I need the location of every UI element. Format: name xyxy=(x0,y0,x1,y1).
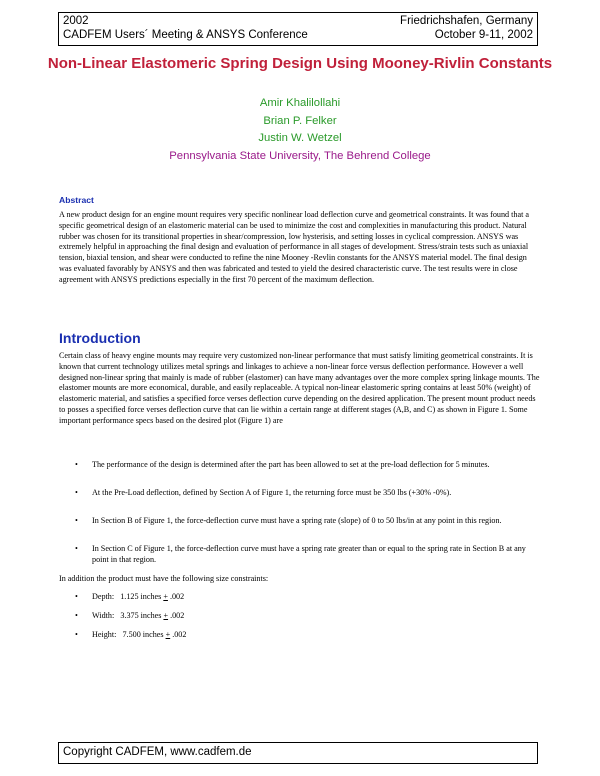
constraint-text xyxy=(92,630,540,641)
header-conference: CADFEM Users´ Meeting & ANSYS Conference xyxy=(63,29,308,41)
bullet-text: The performance of the design is determined after the part has been allowed to set at the pre-load deflection for 5 minutes. xyxy=(92,460,490,469)
bullet-icon: • xyxy=(75,544,78,553)
bullet-text: In Section C of Figure 1, the force-deflection curve must have a spring rate greater than or equal to the spring rate in Section B at any point in that region. xyxy=(92,544,526,564)
footer-copyright: Copyright CADFEM, www.cadfem.de xyxy=(63,746,252,758)
bullet-icon: • xyxy=(75,630,78,639)
abstract-heading: Abstract xyxy=(59,195,94,205)
constraint-text xyxy=(92,611,540,622)
constraint-label: Depth: xyxy=(92,592,115,601)
constraint-tolerance: .002 xyxy=(170,611,185,620)
page-header xyxy=(58,12,538,46)
introduction-text: Certain class of heavy engine mounts may require very customized non-linear performance that must satisfy limiting geometrical constraints. It is known that current technology utilizes metal springs and linkages to achieve a non-linear force versus deflection performance. However a well designed non-linear spring that mainly is made of rubber (elastomer) can have many advantages over the more complex spring linkage mounts. The elastomer mounts are more economical, durable, and easily replaceable. A typical non-linear elastomeric spring contains at least 50% (weight) of elastomeric material, and satisfies a specified force verses deflection curve depending on the desired application. The present mount product needs to posses a specified force verses deflection curve that can lie within a certain range at different stages (A,B, and C) as shown in Figure 1. Some important performance specs based on the desired plot (Figure 1) are xyxy=(59,351,540,425)
author-block xyxy=(40,95,560,165)
constraint-label: Height: xyxy=(92,630,117,639)
author-2: Brian P. Felker xyxy=(263,114,337,127)
bullet-icon: • xyxy=(75,611,78,620)
bullet-icon: • xyxy=(75,592,78,601)
institution: Pennsylvania State University, The Behrend College xyxy=(169,149,431,162)
header-left xyxy=(63,14,308,42)
bullet-text: In Section B of Figure 1, the force-deflection curve must have a spring rate (slope) of 0 to 50 lbs/in at any point in this region. xyxy=(92,516,502,525)
bullet-icon: • xyxy=(75,488,78,497)
constraint-tolerance: .002 xyxy=(169,592,185,601)
plus-minus: + xyxy=(163,592,168,601)
header-location: Friedrichshafen, Germany xyxy=(400,15,533,27)
page-footer xyxy=(58,742,538,764)
author-1: Amir Khalilollahi xyxy=(259,97,341,109)
header-dates: October 9-11, 2002 xyxy=(434,29,533,41)
bullet-icon: • xyxy=(75,460,78,469)
author-3: Justin W. Wetzel xyxy=(258,132,342,144)
abstract-text: A new product design for an engine mount requires very specific nonlinear load deflection curve and geometrical constraints. It was found that a specific geometrical design of an elastomeric material can be used to minimize the cost and complexities in manufacturing this product. Natural rubber was chosen for its transitional properties in shear/compression, low hysterisis, and setting losses in cyclical compression. ANSYS was extremely helpful in approaching the final design and evaluation of performance in all stages of development. Stress/strain tests such as uniaxial tension, biaxial tension, and shear were conducted to refine the nine Mooney -Revlin constants for the ANSYS material model. The final design was evaluated favorably by ANSYS and then was fabricated and tested to yield the desired characteristic curve. The test results were in close agreement with ANSYS predictions especially in the first 70 percent of the maximum deflection. xyxy=(59,210,529,284)
constraint-text xyxy=(92,592,540,603)
constraint-value: 7.500 inches xyxy=(122,630,164,639)
constraints-intro: In addition the product must have the following size constraints: xyxy=(59,574,269,583)
introduction-heading: Introduction xyxy=(59,330,141,346)
constraint-label: Width: xyxy=(92,611,115,620)
header-right xyxy=(400,14,533,42)
paper-title: Non-Linear Elastomeric Spring Design Using Mooney-Rivlin Constants xyxy=(47,55,553,72)
plus-minus: + xyxy=(165,630,171,639)
bullet-text: At the Pre-Load deflection, defined by Section A of Figure 1, the returning force must be 350 lbs (+30% -0%). xyxy=(92,488,452,497)
bullet-icon: • xyxy=(75,516,78,525)
plus-minus: + xyxy=(163,611,169,620)
constraint-value: 1.125 inches xyxy=(120,592,162,601)
constraint-tolerance: .002 xyxy=(172,630,187,639)
constraint-value: 3.375 inches xyxy=(120,611,162,620)
header-year: 2002 xyxy=(63,15,89,27)
